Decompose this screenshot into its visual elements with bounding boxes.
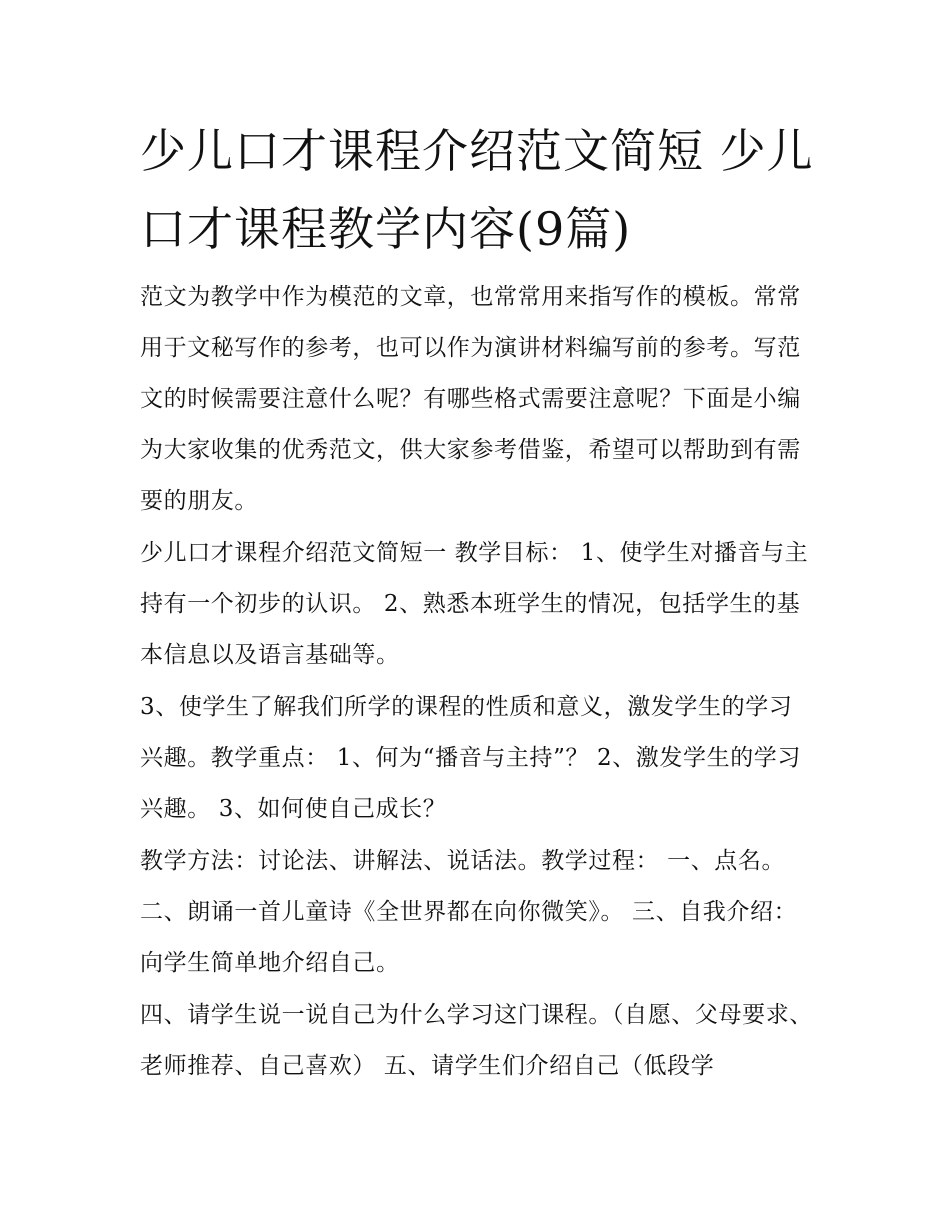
teaching-process-paragraph: 教学方法：讨论法、讲解法、说话法。教学过程： 一、点名。 二、朗诵一首儿童诗《全世界都在向你微笑》。 三、自我介绍：向学生简单地介绍自己。 [140,848,798,976]
teaching-goals-paragraph: 少儿口才课程介绍范文简短一 教学目标： 1、使学生对播音与主持有一个初步的认识。 2、熟悉本班学生的情况，包括学生的基本信息以及语言基础等。 [140,540,809,668]
teaching-focus-paragraph: 3、使学生了解我们所学的课程的性质和意义，激发学生的学习兴趣。教学重点： 1、何为“播音与主持”？ 2、激发学生的学习兴趣。 3、如何使自己成长？ [140,694,802,822]
document-title: 少儿口才课程介绍范文简短 少儿口才课程教学内容(9篇) [140,124,814,256]
document-body [140,112,816,1093]
intro-paragraph: 范文为教学中作为模范的文章，也常常用来指写作的模板。常常用于文秘写作的参考，也可以作为演讲材料编写前的参考。写范文的时候需要注意什么呢？有哪些格式需要注意呢？下面是小编为大家收集的优秀范文，供大家参考借鉴，希望可以帮助到有需要的朋友。 [140,284,801,514]
student-activity-paragraph: 四、请学生说一说自己为什么学习这门课程。（自愿、父母要求、老师推荐、自己喜欢） 五、请学生们介绍自己（低段学 [140,1002,813,1079]
